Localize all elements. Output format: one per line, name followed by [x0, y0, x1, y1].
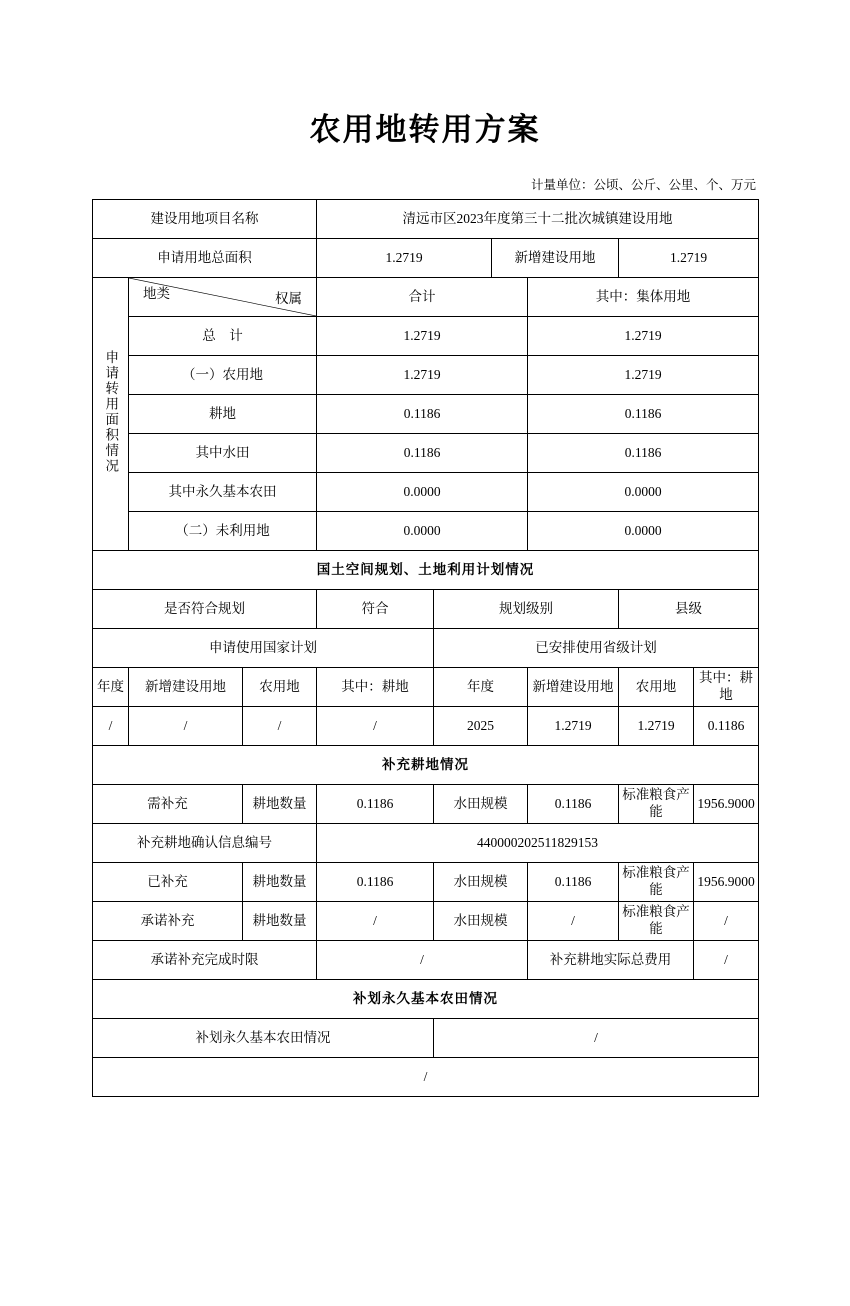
val-year-national: /	[93, 707, 129, 746]
promise-paddy-value: /	[528, 902, 619, 941]
head-year-provincial: 年度	[434, 668, 528, 707]
row-value-permanent-collective: 0.0000	[528, 473, 759, 512]
row-label-paddy: 其中水田	[129, 434, 317, 473]
row-label-agricultural: （一）农用地	[129, 356, 317, 395]
row-value-permanent-total: 0.0000	[317, 473, 528, 512]
cost-label: 补充耕地实际总费用	[528, 941, 694, 980]
head-agri-provincial: 农用地	[619, 668, 694, 707]
confirm-number-label: 补充耕地确认信息编号	[93, 824, 317, 863]
new-construction-value: 1.2719	[619, 239, 759, 278]
new-construction-label: 新增建设用地	[492, 239, 619, 278]
table-row	[93, 590, 759, 629]
replant-row-value: /	[434, 1019, 759, 1058]
table-row	[93, 551, 759, 590]
deadline-value: /	[317, 941, 528, 980]
replant-row-label: 补划永久基本农田情况	[93, 1019, 434, 1058]
val-new-provincial: 1.2719	[528, 707, 619, 746]
plan-level-value: 县级	[619, 590, 759, 629]
table-row	[93, 434, 759, 473]
done-paddy-label: 水田规模	[434, 863, 528, 902]
promise-paddy-label: 水田规模	[434, 902, 528, 941]
category-ownership-header	[129, 278, 317, 317]
head-year-national: 年度	[93, 668, 129, 707]
val-year-provincial: 2025	[434, 707, 528, 746]
promise-grain-label: 标准粮食产能	[619, 902, 694, 941]
table-row	[93, 356, 759, 395]
row-value-paddy-total: 0.1186	[317, 434, 528, 473]
val-agri-provincial: 1.2719	[619, 707, 694, 746]
need-paddy-value: 0.1186	[528, 785, 619, 824]
apply-area-value: 1.2719	[317, 239, 492, 278]
done-quantity-value: 0.1186	[317, 863, 434, 902]
plan-level-label: 规划级别	[434, 590, 619, 629]
need-quantity-label: 耕地数量	[243, 785, 317, 824]
val-agri-national: /	[243, 707, 317, 746]
row-value-total-collective: 1.2719	[528, 317, 759, 356]
row-value-farmland-collective: 0.1186	[528, 395, 759, 434]
conform-value: 符合	[317, 590, 434, 629]
head-agri-national: 农用地	[243, 668, 317, 707]
row-value-unused-collective: 0.0000	[528, 512, 759, 551]
table-row	[93, 317, 759, 356]
document-page	[0, 104, 850, 1306]
table-row	[93, 395, 759, 434]
row-value-paddy-collective: 0.1186	[528, 434, 759, 473]
row-value-total-total: 1.2719	[317, 317, 528, 356]
table-row	[93, 200, 759, 239]
provincial-plan-label: 已安排使用省级计划	[434, 629, 759, 668]
promise-grain-value: /	[694, 902, 759, 941]
promise-supplement-label: 承诺补充	[93, 902, 243, 941]
val-farm-national: /	[317, 707, 434, 746]
confirm-number-value: 440000202511829153	[317, 824, 759, 863]
project-name-label: 建设用地项目名称	[93, 200, 317, 239]
project-name-value: 清远市区2023年度第三十二批次城镇建设用地	[317, 200, 759, 239]
plan-section-heading: 国土空间规划、土地利用计划情况	[93, 551, 759, 590]
need-supplement-label: 需补充	[93, 785, 243, 824]
need-grain-label: 标准粮食产能	[619, 785, 694, 824]
deadline-label: 承诺补充完成时限	[93, 941, 317, 980]
done-supplement-label: 已补充	[93, 863, 243, 902]
head-new-provincial: 新增建设用地	[528, 668, 619, 707]
table-row	[93, 629, 759, 668]
category-label: 地类	[143, 286, 170, 301]
table-row	[93, 863, 759, 902]
done-grain-value: 1956.9000	[694, 863, 759, 902]
need-paddy-label: 水田规模	[434, 785, 528, 824]
promise-quantity-value: /	[317, 902, 434, 941]
national-plan-label: 申请使用国家计划	[93, 629, 434, 668]
head-farm-provincial: 其中：耕地	[694, 668, 759, 707]
conform-label: 是否符合规划	[93, 590, 317, 629]
table-row	[93, 980, 759, 1019]
ownership-label: 权属	[275, 291, 303, 307]
row-value-agri-total: 1.2719	[317, 356, 528, 395]
table-row	[93, 746, 759, 785]
land-conversion-table	[92, 199, 759, 1097]
replant-section-heading: 补划永久基本农田情况	[93, 980, 759, 1019]
supplement-section-heading: 补充耕地情况	[93, 746, 759, 785]
table-row	[93, 239, 759, 278]
table-row	[93, 473, 759, 512]
table-row	[93, 278, 759, 317]
val-farm-provincial: 0.1186	[694, 707, 759, 746]
table-row	[93, 902, 759, 941]
table-row	[93, 1019, 759, 1058]
table-row	[93, 668, 759, 707]
need-grain-value: 1956.9000	[694, 785, 759, 824]
remark-area: /	[93, 1058, 759, 1097]
col-header-total: 合计	[317, 278, 528, 317]
table-row	[93, 1058, 759, 1097]
table-row	[93, 785, 759, 824]
row-label-total: 总 计	[129, 317, 317, 356]
apply-area-label: 申请用地总面积	[93, 239, 317, 278]
row-value-unused-total: 0.0000	[317, 512, 528, 551]
head-farm-national: 其中：耕地	[317, 668, 434, 707]
row-value-agri-collective: 1.2719	[528, 356, 759, 395]
row-label-farmland: 耕地	[129, 395, 317, 434]
table-row	[93, 512, 759, 551]
row-value-farmland-total: 0.1186	[317, 395, 528, 434]
done-paddy-value: 0.1186	[528, 863, 619, 902]
table-row	[93, 707, 759, 746]
done-grain-label: 标准粮食产能	[619, 863, 694, 902]
val-new-national: /	[129, 707, 243, 746]
col-header-collective: 其中：集体用地	[528, 278, 759, 317]
head-new-national: 新增建设用地	[129, 668, 243, 707]
table-row	[93, 941, 759, 980]
done-quantity-label: 耕地数量	[243, 863, 317, 902]
row-label-unused: （二）未利用地	[129, 512, 317, 551]
page-title: 农用地转用方案	[309, 112, 541, 147]
row-label-permanent-farmland: 其中永久基本农田	[129, 473, 317, 512]
vertical-section-label: 申请转用面积情况	[93, 278, 129, 551]
unit-note: 计量单位：公顷、公斤、公里、个、万元	[530, 178, 756, 192]
need-quantity-value: 0.1186	[317, 785, 434, 824]
table-row	[93, 824, 759, 863]
promise-quantity-label: 耕地数量	[243, 902, 317, 941]
cost-value: /	[694, 941, 759, 980]
